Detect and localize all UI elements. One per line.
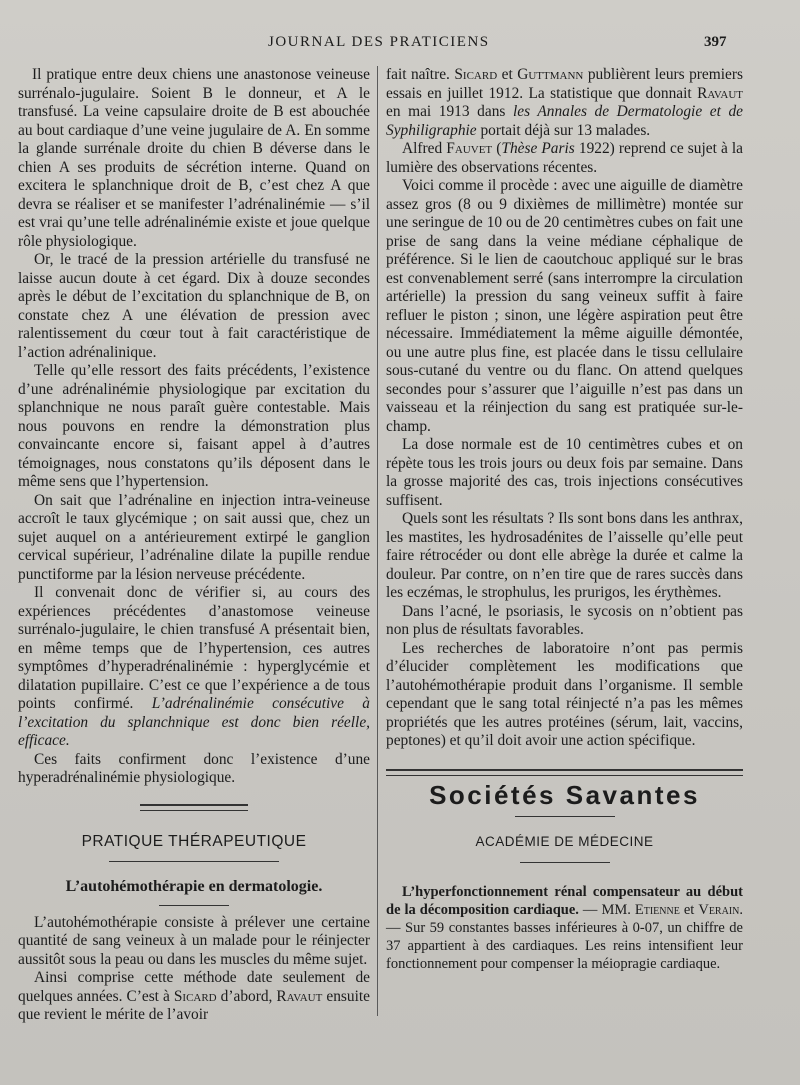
paragraph: Les recherches de laboratoire n’ont pas permis d’élucider complètement les modifications que l’autohémothérapie produit dans l’organisme. Il semble cependant que le sang total réinjecté n’a pas les mêmes propriétés que les autres protéines (sérum, lait, vaccins, peptones) et qu’il doit avoir une action spécifique. [386, 639, 743, 749]
text-run: ensuite que revient le mérite de l’avoir [18, 987, 370, 1023]
text-run: Ainsi comprise cette méthode date seulement de quelques années. C’est à [18, 969, 370, 1005]
subheading-underline [520, 862, 610, 863]
text-run: portait déjà sur 13 malades. [480, 121, 651, 139]
text-run: 1922) reprend ce sujet à la lumière des observations récentes. [386, 140, 744, 176]
paragraph: Quels sont les résultats ? Ils sont bons dans les anthrax, les mastites, les hydrosadénites de l’aisselle qu’elle peut faire rétrocéder ou dont elle abrège la durée et calme la douleur. Par contre, on n’en tire que de rares succès dans les eczémas, le strophulus, les prurigos, les érythèmes. [386, 510, 743, 601]
paragraph: Or, le tracé de la pression artérielle du transfusé ne laisse aucun doute à cet égard. Dix à douze secondes après le début de l’excitation du splanchnique de B, on constate chez A une élévation de pression avec ralentissement du cœur tout à fait caractéristique de l’action adrénalinique. [18, 251, 370, 361]
text-run: et [501, 66, 513, 83]
text-run: Il convenait donc de vérifier si, au cours des expériences précédentes d’anastomose veineuse surrénalo-jugulaire, le chien transfusé A présentait bien, en même temps que de l’hypertension, ces autres symptômes d’hyperadrénalinémie : hyperglycémie et dilatation pupillaire. C’est ce que l’expérience a de tous points confirmé. [18, 584, 370, 712]
thesis-reference: Thèse Paris [501, 140, 575, 157]
page-number: 397 [704, 34, 727, 50]
author-name: Etienne [634, 901, 680, 918]
paragraph: On sait que l’adrénaline en injection intra-veineuse accroît le taux glycémique ; on sait aussi que, chez un sujet auquel on a antérieurement extirpé le ganglion cervical supérieur, l’adrénaline dilate la pupille rendue punctiforme par la lésion nerveuse précédente. [18, 491, 370, 583]
section-big-heading: Sociétés Savantes [429, 779, 700, 810]
running-header [0, 34, 800, 54]
paragraph: La dose normale est de 10 centimètres cubes et on répète tous les trois jours ou deux fois par semaine. Dans la grosse majorité des cas, trois injections consécutives suffisent. [386, 436, 743, 509]
paragraph: Ces faits confirment donc l’existence d’une hyperadrénalinémie physiologique. [18, 750, 370, 786]
journal-reference: les Annales de Dermatologie et de Syphiligraphie [386, 103, 743, 139]
author-name: Sicard [454, 66, 498, 83]
abstract [386, 883, 743, 973]
heading-underline [515, 816, 615, 817]
section-separator [140, 804, 248, 811]
paragraph [18, 584, 370, 751]
author-name: Guttmann [517, 66, 584, 83]
author-name: Ravaut [276, 987, 323, 1005]
text-run: d’abord, [220, 987, 273, 1005]
paragraph: Telle qu’elle ressort des faits précédents, l’existence d’une adrénalinémie physiologique par excitation du splanchnique ne nous paraît guère contestable. Mais nous pouvons en rendre la démonstration plus convaincante encore si, faisant appel à d’autres témoignages, nous constatons qu’ils déposent dans le même sens que l’hypertension. [18, 362, 370, 490]
author-name: Verain. [698, 901, 743, 918]
section-separator [386, 769, 743, 776]
heading-underline [109, 861, 279, 862]
text-run: en mai 1913 dans [386, 103, 506, 120]
author-name: Fauvet [446, 140, 493, 157]
abstract-title: L’hyperfonctionnement rénal compensateur au début de la décomposition cardiaque. [386, 883, 743, 918]
text-run: — MM. [582, 901, 631, 918]
text-run: — Sur 59 constantes basses inférieures à 0-07, un chiffre de 37 appartient à des cardiaques. Les reins intensifient leur fonctionnement pour compenser la méiopragie cardiaque. [386, 919, 743, 972]
subsection-heading: ACADÉMIE DE MÉDECINE [475, 834, 654, 849]
text-run: fait naître. [386, 66, 450, 83]
right-column [386, 66, 743, 973]
paragraph: Dans l’acné, le psoriasis, le sycosis on n’obtient pas non plus de résultats favorables. [386, 602, 743, 638]
paragraph: Il pratique entre deux chiens une anastonose veineuse surrénalo-jugulaire. Soient B le donneur, et A le transfusé. La veine capsulaire droite de B est abouchée au bout cardiaque d’une veine jugulaire de A. En somme la glande surrénale droite du chien B déverse dans le chien A ses produits de sécrétion interne. Quand on excitera le splanchnique droit de B, c’est chez A que devra se réaliser et se manifester l’adrénalinémie — s’il est vrai qu’une telle adrénalinémie existe et joue quelque rôle physiologique. [18, 66, 370, 250]
journal-title: JOURNAL DES PRATICIENS [268, 34, 490, 50]
italic-conclusion: L’adrénalinémie consécutive à l’excitation du splanchnique est donc bien réelle, efficace. [18, 695, 370, 749]
article-title: L’autohémothérapie en dermatologie. [65, 878, 323, 895]
paragraph [18, 969, 370, 1025]
paragraph [386, 66, 743, 140]
text-run: publièrent leurs premiers essais en juillet 1912. La statistique que donnait [386, 66, 743, 102]
column-divider [377, 66, 378, 1016]
paragraph: L’autohémothérapie consiste à prélever une certaine quantité de sang veineux à un malade pour le réinjecter aussitôt sous la peau ou dans les muscles du même sujet. [18, 913, 370, 968]
title-underline [159, 905, 229, 906]
text-run: Alfred [402, 140, 443, 157]
left-column [18, 66, 370, 1025]
paragraph: Alfred Fauvet (Thèse Paris 1922) reprend ce sujet à la lumière des observations récentes. [386, 140, 744, 176]
author-name: Ravaut [697, 84, 743, 102]
paragraph: Voici comme il procède : avec une aiguille de diamètre assez gros (8 ou 9 dixièmes de millimètre) montée sur une seringue de 10 ou de 20 centimètres cubes on fait une prise de sang dans la veine médiane céphalique de préférence. Si le lien de caoutchouc appliqué sur le bras est convenablement serré (sans interrompre la circulation artérielle) la pression du sang veineux suffit à faire refluer le piston ; sinon, une légère aspiration peut être nécessaire. Immédiatement la même aiguille démontée, ou une autre plus fine, est placée dans le tissu cellulaire sous-cutané du ventre ou du flanc. On attend quelques secondes pour s’assurer que l’aiguille n’est pas dans un vaisseau et la réinjection du sang est pratiquée sur-le-champ. [386, 177, 743, 435]
text-run: et [683, 901, 695, 918]
section-heading: PRATIQUE THÉRAPEUTIQUE [81, 832, 307, 850]
author-name: Sicard [173, 987, 217, 1005]
